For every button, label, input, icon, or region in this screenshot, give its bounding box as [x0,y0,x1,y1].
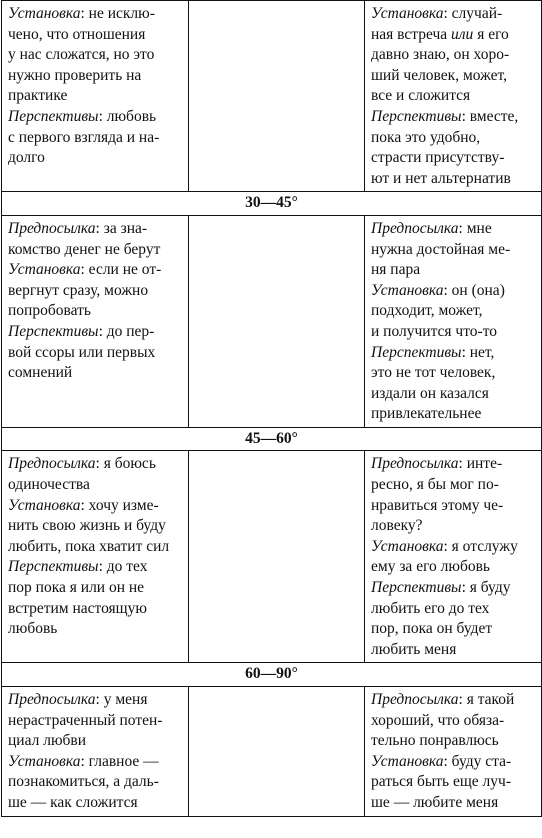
text-line [8,516,183,537]
text-line [8,260,183,281]
text-line [371,169,536,190]
text-line [8,343,183,364]
text-line [371,454,536,475]
text-fragment: одиночества [8,476,90,494]
text-line [371,25,536,46]
text-line [8,496,183,517]
text-line [8,475,183,496]
age-range-label: 45—60° [2,427,542,451]
text-line [371,148,536,169]
term-label: Перспективы [371,107,462,125]
text-line [371,86,536,107]
text-line [8,281,183,302]
text-line [8,4,183,25]
text-fragment: страсти присутству- [371,149,505,167]
text-fragment: : я отслужу [443,537,518,555]
text-line [8,240,183,261]
text-line [8,363,183,384]
term-label: Предпосылка [8,219,96,237]
text-fragment: попробовать [8,302,91,320]
text-fragment: ший человек, может, [371,66,507,84]
text-fragment: встретим настоящую [8,599,147,617]
term-label: Предпосылка [371,691,459,708]
text-fragment: : случай- [443,5,503,22]
text-fragment: тельно понравлюсь [371,732,499,750]
term-label: Установка [8,752,81,770]
text-fragment: любить меня [371,640,457,658]
text-fragment: : инте- [458,455,503,473]
term-label: Установка [371,537,444,555]
term-label: Предпосылка [8,691,96,708]
text-line [371,619,536,640]
text-line [371,640,536,661]
text-fragment: хороший, что обяза- [371,711,505,729]
text-line [8,148,183,169]
text-fragment: ная встреча [371,25,452,43]
text-fragment: нравиться этому че- [371,496,504,514]
text-line [371,301,536,322]
table-row [2,451,542,663]
age-range-row [2,427,542,451]
text-line [8,537,183,558]
left-column-cell [2,687,189,817]
text-line [8,690,183,711]
empty-middle-cell [189,1,365,192]
table-body [2,1,542,817]
text-line [371,793,536,814]
text-fragment: : если не от- [80,261,162,279]
left-column-cell [2,1,189,192]
term-label: или [451,25,474,43]
text-fragment: : не исклю- [80,5,155,22]
text-fragment: : мне [458,219,492,237]
text-fragment: я его [473,25,509,43]
text-fragment: привлекательнее [371,405,482,423]
term-label: Установка [371,752,444,770]
right-column-cell [365,1,542,192]
age-range-label: 30—45° [2,192,542,216]
term-label: Установка [8,5,81,22]
text-fragment: : до тех [98,558,148,576]
text-fragment: пор пока я или он не [8,579,145,597]
text-fragment: : он (она) [443,281,505,299]
text-fragment: любовь [8,620,58,638]
text-fragment: ему за его любовь [371,558,491,576]
text-fragment: ресно, я бы мог по- [371,476,499,494]
left-column-cell [2,451,189,663]
text-fragment: : нет, [461,343,495,361]
term-label: Перспективы [371,343,462,361]
text-fragment: практике [8,87,68,105]
text-line [8,578,183,599]
text-line [371,363,536,384]
text-line [371,690,536,711]
text-fragment: долго [8,149,45,167]
text-fragment: с первого взгляда и на- [8,128,160,146]
text-line [371,4,536,25]
text-fragment: : я боюсь [95,455,156,473]
term-label: Предпосылка [8,455,96,473]
empty-middle-cell [189,687,365,817]
text-fragment: : любовь [98,107,157,125]
text-fragment: ше — любите меня [371,793,499,811]
text-fragment: сомнений [8,364,73,382]
term-label: Перспективы [8,107,99,125]
text-line [8,772,183,793]
text-fragment: у нас сложатся, но это [8,46,155,64]
text-line [8,731,183,752]
text-line [371,322,536,343]
text-line [371,66,536,87]
text-fragment: любить его до тех [371,599,490,617]
term-label: Установка [8,496,81,514]
text-line [371,260,536,281]
text-line [8,107,183,128]
text-line [371,281,536,302]
text-line [371,599,536,620]
text-fragment: чено, что отношения [8,25,146,43]
text-fragment: : у меня [95,691,148,708]
text-fragment: пока это удобно, [371,128,481,146]
comparison-table [1,0,542,817]
text-fragment: познакомиться, а даль- [8,773,159,791]
text-fragment: : я буду [461,579,511,597]
text-fragment: нить свою жизнь и буду [8,517,166,535]
text-line [8,454,183,475]
text-fragment: любить, пока хватит сил [8,537,170,555]
text-line [371,578,536,599]
text-fragment: это не тот человек, [371,364,496,382]
text-fragment: : до пер- [98,322,155,340]
term-label: Перспективы [8,322,99,340]
text-line [371,404,536,425]
text-line [8,86,183,107]
text-fragment: и получится что-то [371,322,498,340]
text-line [371,475,536,496]
term-label: Установка [371,5,444,22]
text-fragment: ше — как сложится [8,793,138,811]
text-fragment: подходит, может, [371,302,483,320]
text-line [371,711,536,732]
age-range-label: 60—90° [2,663,542,687]
term-label: Предпосылка [371,219,459,237]
text-fragment: : я такой [458,691,515,708]
text-fragment: ловеку? [371,517,423,535]
text-line [371,219,536,240]
text-line [371,537,536,558]
text-fragment: нужна достойная ме- [371,240,511,258]
text-line [371,557,536,578]
text-fragment: вой ссоры или первых [8,343,156,361]
text-line [8,25,183,46]
table-row [2,1,542,192]
text-line [371,343,536,364]
text-line [371,384,536,405]
text-line [8,793,183,814]
term-label: Установка [371,281,444,299]
text-fragment: вергнут сразу, можно [8,281,149,299]
term-label: Перспективы [8,558,99,576]
text-line [8,301,183,322]
text-line [371,496,536,517]
text-fragment: : вместе, [461,107,519,125]
text-fragment: раться быть еще луч- [371,773,511,791]
term-label: Перспективы [371,579,462,597]
text-fragment: комство денег не берут [8,240,161,258]
table-row [2,687,542,817]
text-line [371,107,536,128]
empty-middle-cell [189,451,365,663]
age-range-row [2,192,542,216]
text-fragment: пор, пока он будет [371,620,493,638]
text-fragment: нерастраченный потен- [8,711,163,729]
text-fragment: ня пара [371,261,421,279]
text-fragment: циал любви [8,732,87,750]
text-line [8,66,183,87]
text-fragment: : хочу изме- [80,496,159,514]
text-line [8,322,183,343]
text-line [371,240,536,261]
text-fragment: давно знаю, он хоро- [371,46,510,64]
text-line [8,128,183,149]
text-line [371,752,536,773]
text-line [8,711,183,732]
text-line [371,731,536,752]
text-line [371,128,536,149]
text-fragment: издали он казался [371,384,489,402]
text-line [8,752,183,773]
text-fragment: нужно проверить на [8,66,142,84]
text-line [371,45,536,66]
text-fragment: все и сложится [371,87,471,105]
term-label: Предпосылка [371,455,459,473]
text-line [8,219,183,240]
term-label: Установка [8,261,81,279]
right-column-cell [365,687,542,817]
right-column-cell [365,215,542,427]
text-line [8,557,183,578]
text-line [371,772,536,793]
text-line [8,619,183,640]
text-line [8,599,183,620]
text-fragment: : буду ста- [443,752,512,770]
table-row [2,215,542,427]
text-fragment: : главное — [80,752,159,770]
text-line [8,45,183,66]
text-fragment: : за зна- [95,219,148,237]
text-fragment: ют и нет альтернатив [371,169,511,187]
text-line [371,516,536,537]
right-column-cell [365,451,542,663]
age-range-row [2,663,542,687]
left-column-cell [2,215,189,427]
empty-middle-cell [189,215,365,427]
